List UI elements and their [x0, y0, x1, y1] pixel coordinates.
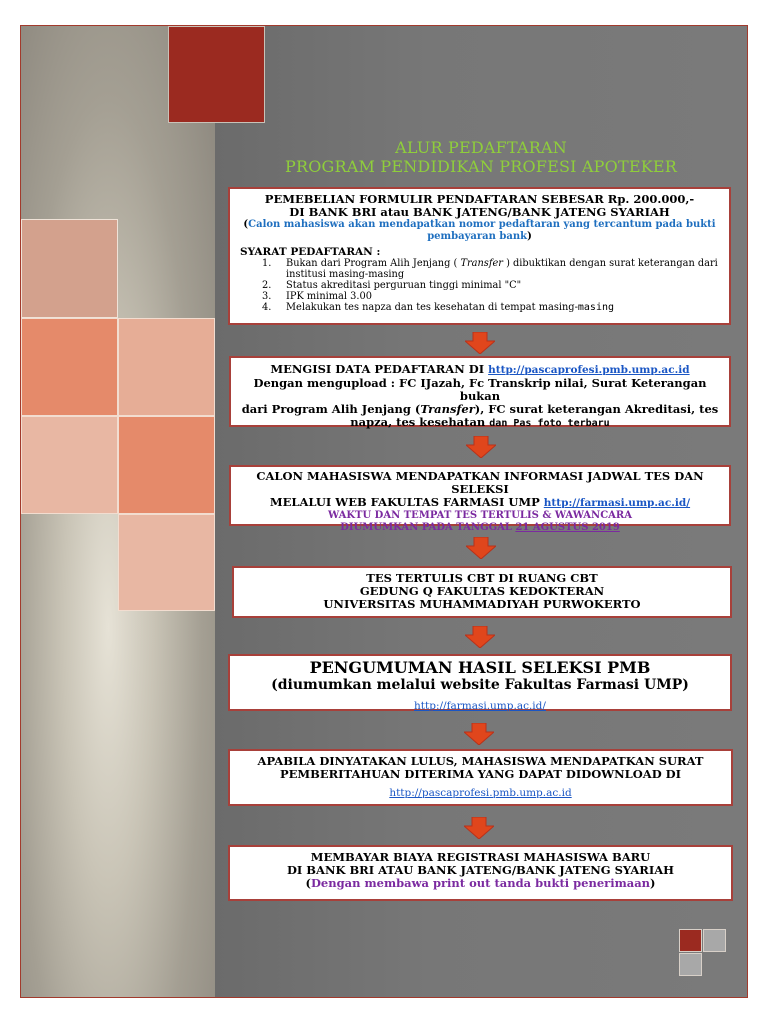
- step-4-line-2: GEDUNG Q FAKULTAS KEDOKTERAN: [359, 584, 605, 598]
- step-5-link-row: [236, 694, 724, 713]
- down-arrow-icon: [466, 436, 496, 458]
- step-2-line-2: Dengan mengupload : FC IJazah, Fc Transkrip nilai, Surat Keterangan bukan: [253, 376, 707, 403]
- step-3-line-3: WAKTU DAN TEMPAT TES TERTULIS & WAWANCARA: [328, 510, 632, 521]
- corner-squares-icon: [679, 929, 728, 978]
- step-2-box: [229, 356, 731, 427]
- step-3-line-2: MELALUI WEB FAKULTAS FARMASI UMP http://farmasi.ump.ac.id/: [269, 495, 691, 509]
- pascaprofesi-link[interactable]: http://pascaprofesi.pmb.ump.ac.id: [389, 787, 572, 799]
- step-7-note: (Dengan membawa print out tanda bukti penerimaan): [305, 876, 656, 890]
- step-3-line-1: CALON MAHASISWA MENDAPATKAN INFORMASI JADWAL TES DAN SELEKSI: [256, 469, 704, 496]
- down-arrow-icon: [465, 626, 495, 648]
- decor-square: [118, 416, 215, 514]
- step-5-box: [228, 654, 732, 711]
- decor-square: [21, 416, 118, 514]
- step-5-line-2: (diumumkan melalui website Fakultas Farmasi UMP): [271, 677, 689, 693]
- requirement-item: 3. IPK minimal 3.00: [262, 291, 372, 302]
- down-arrow-icon: [464, 817, 494, 839]
- step-3-line-4: DIUMUMKAN PADA TANGGAL 21 AGUSTUS 2019: [340, 522, 620, 533]
- requirement-item: 1. Bukan dari Program Alih Jenjang ( Transfer ) dibuktikan dengan surat keterangan dari institusi masing-masing: [262, 258, 718, 280]
- farmasi-link[interactable]: http://farmasi.ump.ac.id/: [543, 497, 691, 509]
- page-title-line-2: PROGRAM PENDIDIKAN PROFESI APOTEKER: [284, 157, 677, 176]
- step-1-note: (Calon mahasiswa akan mendapatkan nomor pedaftaran yang tercantum pada bukti pembayaran bank): [243, 219, 716, 242]
- decor-square: [21, 219, 118, 318]
- requirements-list: [236, 258, 723, 313]
- step-6-line-1: APABILA DINYATAKAN LULUS, MAHASISWA MENDAPATKAN SURAT: [257, 754, 704, 768]
- decor-square: [118, 514, 215, 611]
- step-4-line-1: TES TERTULIS CBT DI RUANG CBT: [366, 571, 598, 585]
- step-2-line-3: dari Program Alih Jenjang (Transfer), FC surat keterangan Akreditasi, tes: [241, 402, 719, 416]
- step-1-line-2: DI BANK BRI atau BANK JATENG/BANK JATENG SYARIAH: [289, 205, 670, 219]
- decor-square: [21, 318, 118, 416]
- step-2-line-4: napza, tes kesehatan dan Pas foto terbaru: [350, 415, 610, 429]
- step-1-line-1: PEMEBELIAN FORMULIR PENDAFTARAN SEBESAR Rp. 200.000,-: [264, 192, 695, 206]
- step-7-line-2: DI BANK BRI ATAU BANK JATENG/BANK JATENG SYARIAH: [286, 863, 675, 877]
- decor-square: [118, 318, 215, 416]
- step-4-line-3: UNIVERSITAS MUHAMMADIYAH PURWOKERTO: [323, 597, 641, 611]
- pascaprofesi-link[interactable]: http://pascaprofesi.pmb.ump.ac.id: [488, 364, 690, 376]
- step-7-line-1: MEMBAYAR BIAYA REGISTRASI MAHASISWA BARU: [310, 850, 651, 864]
- farmasi-link[interactable]: http://farmasi.ump.ac.id/: [414, 700, 546, 712]
- down-arrow-icon: [466, 537, 496, 559]
- step-6-box: [228, 749, 733, 806]
- step-4-box: [232, 566, 732, 618]
- step-2-line-1: MENGISI DATA PEDAFTARAN DI http://pascaprofesi.pmb.ump.ac.id: [270, 362, 690, 376]
- step-3-box: [229, 465, 731, 533]
- down-arrow-icon: [464, 723, 494, 745]
- step-1-box: [228, 187, 731, 325]
- step-6-link-row: [236, 781, 725, 800]
- down-arrow-icon: [465, 332, 495, 354]
- decor-square-top: [168, 26, 265, 123]
- step-6-line-2: PEMBERITAHUAN DITERIMA YANG DAPAT DIDOWNLOAD DI: [279, 767, 682, 781]
- step-7-box: [228, 845, 733, 901]
- announcement-date: 21 AGUSTUS 2019: [515, 522, 620, 533]
- requirement-item: 4. Melakukan tes napza dan tes kesehatan di tempat masing-masing: [262, 302, 615, 313]
- requirement-item: 2. Status akreditasi perguruan tinggi minimal "C": [262, 280, 522, 291]
- requirements-heading: SYARAT PEDAFTARAN :: [240, 246, 381, 258]
- step-5-line-1: PENGUMUMAN HASIL SELEKSI PMB: [309, 658, 651, 677]
- page-title-line-1: ALUR PEDAFTARAN: [395, 138, 567, 157]
